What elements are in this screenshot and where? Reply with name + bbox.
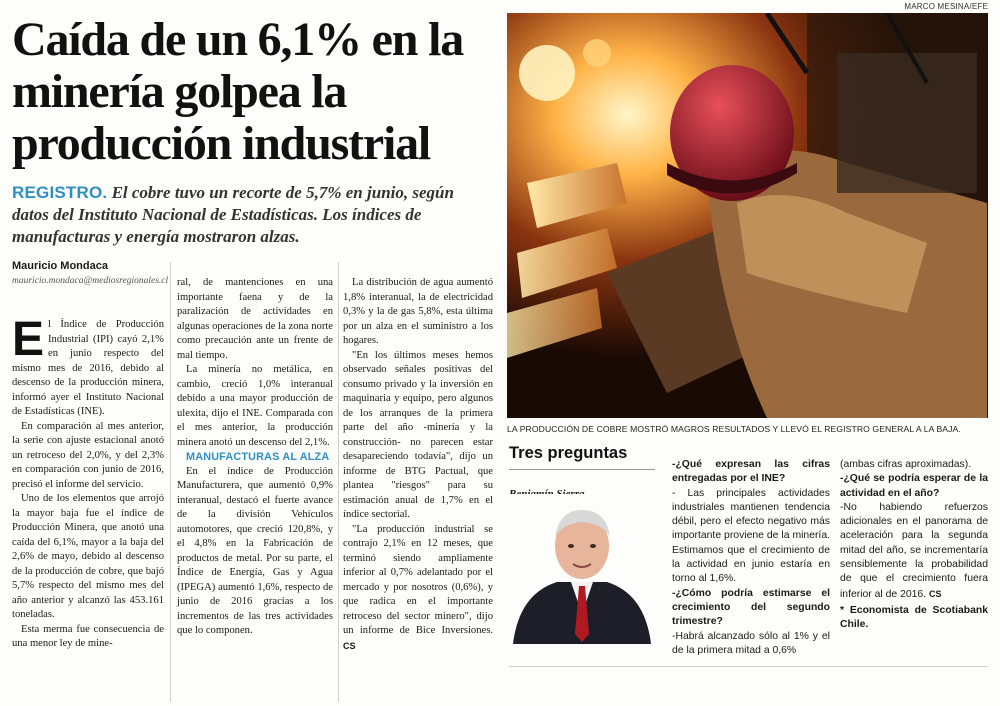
paragraph-text: l Índice de Producción Industrial (IPI) cayó 2,1% en junio respecto del mismo mes de 2016, debido al descenso de la producción minera, informó ayer el Instituto Nacional de Estadísticas (INE). (12, 319, 164, 417)
author-portrait (509, 494, 655, 644)
signature: * Economista de Scotiabank Chile. (840, 604, 988, 631)
paragraph: "En los últimos meses hemos observado señales positivas del consumo privado y la inversión en maquinaria y equipo, pero algunos de los arranques de la primera parte del año -minería y la construcción- no parecen estar desapareciendo todavía", dijo un informe de BTG Pactual, que plantea "riesgos" para su estimación anual de 1,7% en el índice sectorial. (343, 349, 493, 520)
paragraph (12, 313, 164, 420)
question-2: -¿Cómo podría estimarse el crecimiento del segundo trimestre? (672, 587, 830, 628)
answer-3-text: -No habiendo refuerzos adicionales en el panorama de aceleración para la segunda mitad del año, se incrementaría sensiblemente la probabilidad de que el crecimiento fuera inferior al de 2016. (840, 501, 988, 600)
answer-3 (840, 501, 988, 602)
paragraph (343, 523, 493, 655)
paragraph: ral, de mantenciones en una importante faena y de la paralización de actividades en algunas operaciones de la zona norte como precaución ante un frente de mal tiempo. (177, 277, 333, 361)
kicker: REGISTRO. (12, 183, 108, 202)
paragraph: La minería no metálica, en cambio, creció 1,0% interanual debido a una mayor producción de ulexita, dijo el INE. Comparada con el mes anterior, la producción minera anotó un descenso del 2,1%. (177, 364, 333, 448)
paragraph: Esta merma fue consecuencia de una menor ley de mine- (12, 623, 164, 649)
column-divider (170, 262, 171, 702)
sidebar-title: Tres preguntas (509, 444, 628, 462)
column-divider (338, 262, 339, 702)
headline: Caída de un 6,1% en la minería golpea la producción industrial (12, 13, 464, 170)
byline: Mauricio Mondaca (12, 260, 108, 272)
article-column-1 (12, 313, 164, 652)
end-mark: CS (928, 588, 942, 599)
deck (12, 182, 492, 248)
deck-text: El cobre tuvo un recorte de 5,7% en junio, según datos del Instituto Nacional de Estadísticas. Los índices de manufacturas y energía mostraron alzas. (12, 183, 454, 246)
drop-cap: E (12, 313, 45, 366)
paragraph: Uno de los elementos que arrojó la mayor baja fue el índice de Producción Minera, que anotó una caída del 6,1%, mayor a la baja del 2,6% de mayo, debido al descenso de la producción de cobre, que bajó 5,7% respecto del mismo mes del año anterior y alcanzó las 453.161 toneladas. (12, 493, 164, 620)
end-mark: CS (343, 640, 356, 651)
answer-2-continued: (ambas cifras aproximadas). (840, 459, 972, 470)
sidebar-rule (509, 469, 655, 470)
paragraph: En comparación al mes anterior, la serie con ajuste estacional anotó un retroceso del 2,0%, y del 2,3% en comparación con junio de 2016, precisó el informe del servicio. (12, 420, 164, 490)
answer-1: - Las principales actividades industriales mantienen tendencia débil, pero el efecto negativo más importante proviene de la minería. Estimamos que el crecimiento de la actividad en junio estaría en torno al 1,6%. (672, 487, 830, 585)
paragraph: La distribución de agua aumentó 1,8% interanual, la de electricidad 0,3% y la de gas 5,8%, esta última por un alza en el suministro a los hogares. (343, 277, 493, 346)
question-1: -¿Qué expresan las cifras entregadas por el INE? (672, 459, 830, 485)
author-email: mauricio.mondaca@mediosregionales.cl (12, 276, 169, 286)
paragraph-text: "La producción industrial se contrajo 2,1% en 12 meses, que terminó siendo ampliamente inferior al 0,7% adelantado por el mercado y por nosotros (0,6%), y que radica en el importante retroceso del sector minero", dijo un informe de Bice Inversiones. (343, 523, 493, 636)
paragraph: En el índice de Producción Manufacturera, que aumentó 0,9% interanual, destacó el fuerte avance de la división Vehículos automotores, que creció 120,8%, y el 4,8% en la Fabricación de productos de metal. Por su parte, el Índice de Energía, Gas y Agua (IPEGA) aumentó 1,6%, respecto de junio de 2016 gracias a los incrementos de las tres actividades que lo componen. (177, 465, 333, 636)
article-column-3 (343, 276, 493, 654)
photo-credit: MARCO MESINA/EFE (904, 2, 988, 11)
worker-smelter-illustration (507, 13, 988, 418)
mining-photo (507, 13, 988, 418)
answer-2: -Habrá alcanzado sólo al 1% y el de la primera mitad a 0,6% (672, 630, 830, 656)
article-column-2 (177, 276, 333, 639)
subhead: MANUFACTURAS AL ALZA (186, 451, 330, 463)
qa-column-1 (672, 458, 830, 658)
bottom-rule (509, 666, 988, 667)
portrait-illustration (509, 494, 655, 644)
qa-column-2 (840, 458, 988, 633)
photo-caption: LA PRODUCCIÓN DE COBRE MOSTRÓ MAGROS RESULTADOS Y LLEVÓ EL REGISTRO GENERAL A LA BAJA. (507, 424, 961, 434)
question-3: -¿Qué se podría esperar de la actividad en el año? (840, 473, 988, 499)
